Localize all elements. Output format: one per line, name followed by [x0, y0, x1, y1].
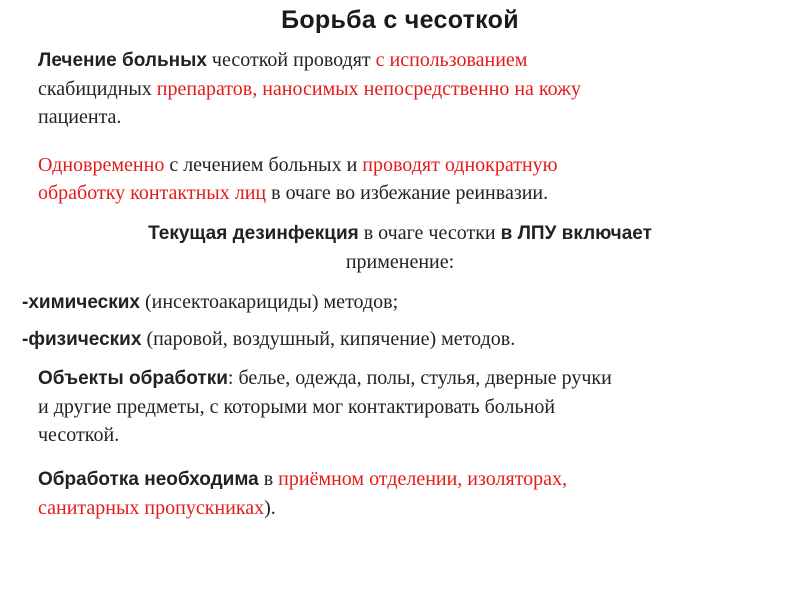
plain-text: пациента.	[38, 106, 122, 128]
paragraph-line	[38, 179, 558, 207]
paragraph-line	[38, 494, 567, 522]
paragraph-line	[38, 393, 612, 421]
bold-text: в ЛПУ включает	[500, 223, 652, 244]
plain-text: в очаге чесотки	[358, 222, 501, 244]
plain-text: (инсектоакарициды) методов;	[139, 291, 399, 313]
plain-text: чесоткой проводят	[206, 49, 376, 71]
plain-text: чесоткой.	[38, 424, 120, 446]
paragraph-objects	[38, 364, 612, 449]
paragraph-contacts	[38, 151, 558, 207]
plain-text: и другие предметы, с которыми мог контактировать больной	[38, 396, 556, 418]
highlight-text: проводят однократную	[362, 154, 558, 176]
highlight-text: препаратов, наносимых непосредственно на кожу	[156, 78, 581, 100]
bold-text: -физических	[22, 329, 142, 350]
plain-text: скабицидных	[38, 78, 157, 100]
paragraph-line	[0, 248, 800, 276]
bold-text: Лечение больных	[38, 50, 207, 71]
highlight-text: Одновременно	[38, 154, 165, 176]
bold-text: Обработка необходима	[38, 469, 259, 490]
plain-text: : белье, одежда, полы, стулья, дверные ручки	[227, 367, 612, 389]
plain-text: в очаге во избежание реинвазии.	[266, 182, 549, 204]
highlight-text: приёмном отделении, изоляторах,	[278, 468, 568, 490]
paragraph-line	[38, 421, 612, 449]
bold-text: Объекты обработки	[38, 368, 228, 389]
paragraph-line	[38, 364, 612, 393]
paragraph-treatment	[38, 46, 581, 131]
plain-text: в	[258, 468, 279, 490]
list-item-chemical	[22, 288, 398, 317]
paragraph-line	[38, 75, 581, 103]
plain-text: (паровой, воздушный, кипячение) методов.	[141, 328, 516, 350]
highlight-text: обработку контактных лиц	[38, 182, 267, 204]
paragraph-disinfection	[0, 219, 800, 276]
slide-title: Борьба с чесоткой	[281, 6, 519, 34]
bold-text: -химических	[22, 292, 140, 313]
bold-text: Текущая дезинфекция	[148, 223, 359, 244]
paragraph-line	[38, 103, 581, 131]
paragraph-line	[38, 465, 567, 494]
highlight-text: санитарных пропускниках	[38, 497, 265, 519]
plain-text: ).	[264, 497, 276, 519]
highlight-text: с использованием	[375, 49, 528, 71]
paragraph-line	[0, 219, 800, 248]
paragraph-line	[38, 151, 558, 179]
plain-text: с лечением больных и	[164, 154, 363, 176]
list-item-physical	[22, 325, 515, 354]
paragraph-locations	[38, 465, 567, 522]
plain-text: применение:	[345, 251, 455, 273]
paragraph-line	[38, 46, 581, 75]
